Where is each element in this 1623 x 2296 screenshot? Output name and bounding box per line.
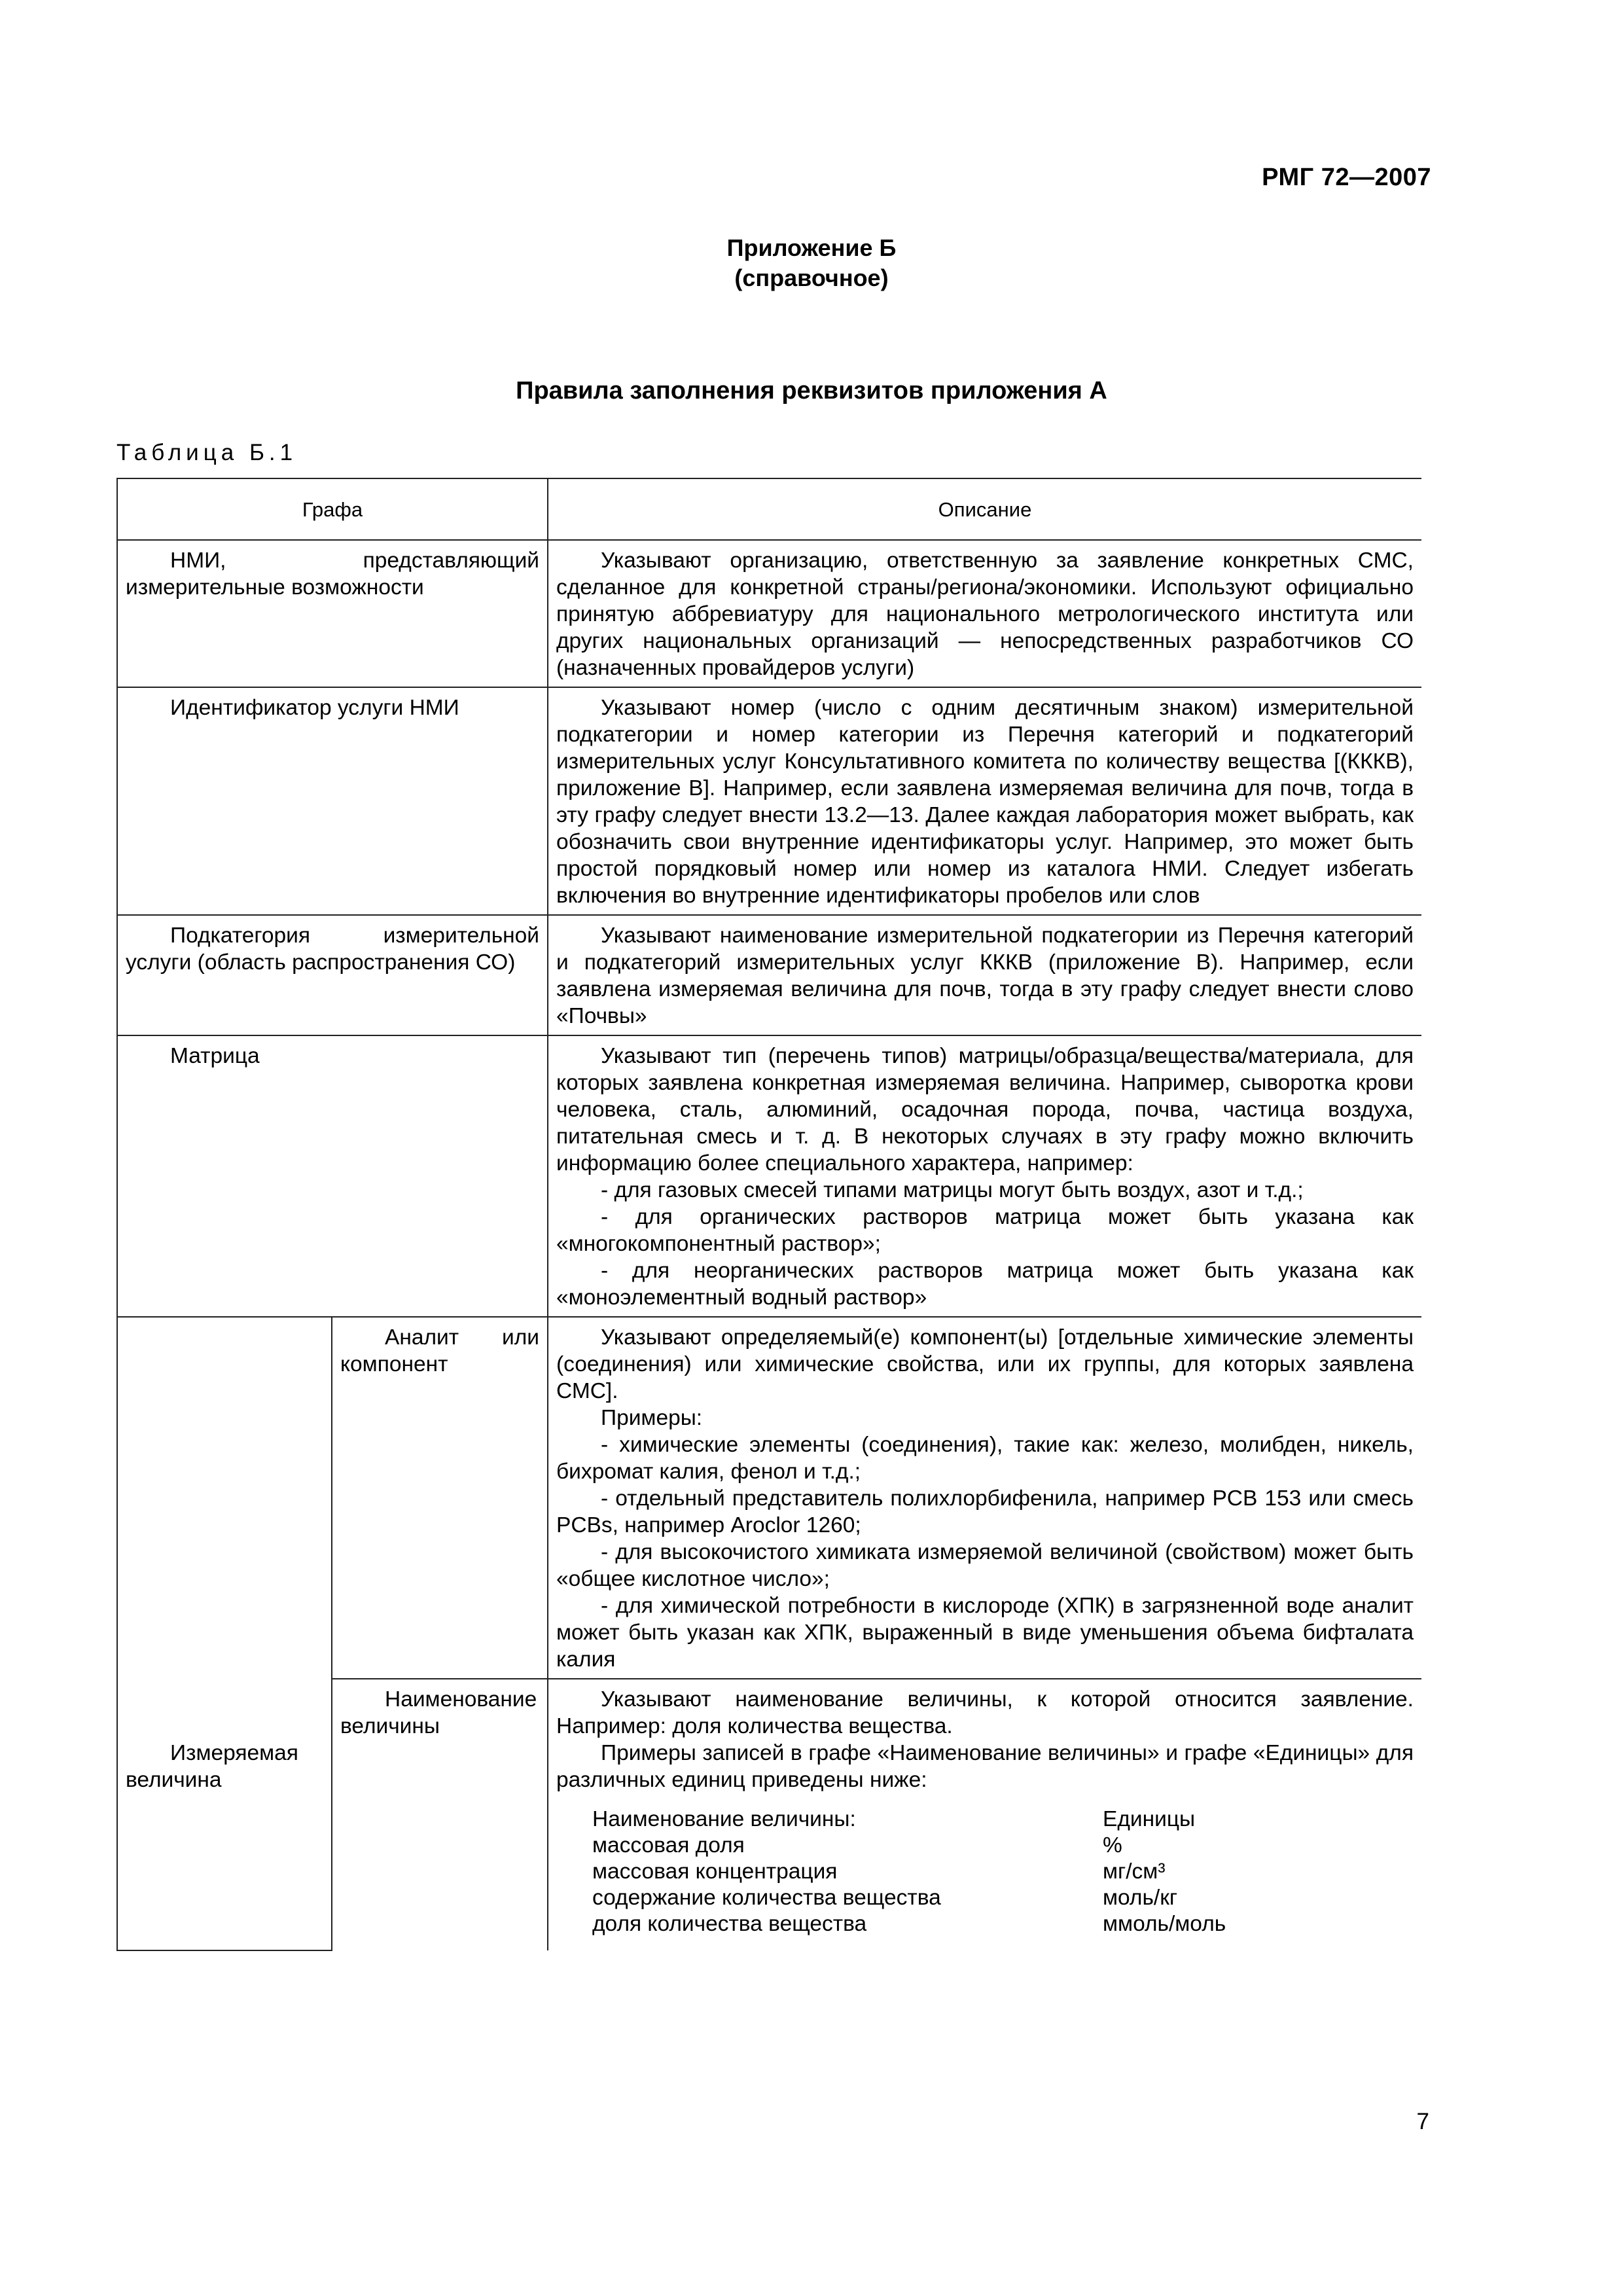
page-number: 7 <box>1416 2109 1429 2134</box>
list-item: - отдельный представитель полихлорбифенила, например PCB 153 или смесь PCBs, например Aroclor 1260; <box>556 1486 1414 1537</box>
measurand-label-text: Измеряемая величина <box>126 1741 298 1792</box>
analyte-description <box>548 1317 1421 1679</box>
unit-quantity: доля количества вещества <box>592 1912 867 1936</box>
row-description: Указывают номер (число с одним десятичным знаком) измерительной подкатегории и номер категории из Перечня категорий и подкатегорий измерительных услуг Консультативного комитета по количеству вещества [(КККВ), приложение В]. Например, если заявлена измеряемая величина для почв, тогда в эту графу следует внести 13.2—13. Далее каждая лаборатория может выбрать, как обозначить свои внутренние идентификаторы услуг. Например, это может быть простой порядковый номер или номер из каталога НМИ. Следует избегать включения во внутренние идентификаторы пробелов или слов <box>548 687 1421 915</box>
section-title: Правила заполнения реквизитов приложения А <box>516 377 1107 404</box>
unit-quantity: массовая доля <box>592 1833 745 1857</box>
appendix-subtitle: (справочное) <box>734 264 889 291</box>
unit-value: % <box>1103 1833 1122 1857</box>
units-header-row <box>592 1806 1260 1833</box>
list-item: - для газовых смесей типами матрицы могут быть воздух, азот и т.д.; <box>601 1178 1304 1202</box>
table-row <box>117 687 1421 915</box>
description-text: Указывают тип (перечень типов) матрицы/образца/вещества/материала, для которых заявлена конкретная измеряемая величина. Например, сыворотка крови человека, сталь, алюминий, осадочная порода, почва, частица воздуха, питательная смесь и т. д. В некоторых случаях в эту графу можно включить информацию более специального характера, например: <box>556 1044 1414 1175</box>
units-row <box>592 1833 1260 1859</box>
units-row <box>592 1885 1260 1911</box>
row-label: Матрица <box>117 1035 548 1317</box>
unit-quantity: содержание количества вещества <box>592 1886 941 1910</box>
unit-value: моль/кг <box>1103 1886 1178 1910</box>
units-row <box>592 1859 1260 1885</box>
unit-quantity: массовая концентрация <box>592 1859 838 1884</box>
table-row <box>117 1035 1421 1317</box>
row-label: Подкатегория измерительной услуги (область распространения СО) <box>117 915 548 1035</box>
header-description: Описание <box>548 478 1421 540</box>
header-column: Графа <box>117 478 548 540</box>
appendix-heading <box>0 233 1623 293</box>
table-row <box>117 915 1421 1035</box>
row-label: НМИ, представляющий измерительные возможности <box>117 540 548 687</box>
list-item: - для химической потребности в кислороде (ХПК) в загрязненной воде аналит может быть указан как ХПК, выраженный в виде уменьшения объема бифталата калия <box>556 1594 1414 1672</box>
list-item: - для высокочистого химиката измеряемой величиной (свойством) может быть «общее кислотное число»; <box>556 1540 1414 1591</box>
table-header-row <box>117 478 1421 540</box>
row-description: Указывают организацию, ответственную за заявление конкретных СМС, сделанное для конкретной страны/региона/экономики. Используют официально принятую аббревиатуру для национального метрологического института или других национальных организаций — непосредственных разработчиков СО (назначенных провайдеров услуги) <box>548 540 1421 687</box>
rules-table-container <box>116 478 1421 2066</box>
list-item: - для органических растворов матрица может быть указана как «многокомпонентный раствор»; <box>556 1205 1414 1256</box>
rules-table <box>116 478 1421 1951</box>
row-description <box>548 1035 1421 1317</box>
appendix-title: Приложение Б <box>726 234 897 261</box>
units-header-unit: Единицы <box>1103 1807 1196 1831</box>
table-row <box>117 540 1421 687</box>
unit-value: мг/см³ <box>1103 1859 1166 1884</box>
table-row <box>117 1317 1421 1679</box>
description-text: Указывают определяемый(е) компонент(ы) [отдельные химические элементы (соединения) или химические свойства, или их группы, для которых заявлена СМС]. <box>556 1325 1414 1403</box>
quantity-name-description <box>548 1679 1421 1950</box>
analyte-label: Аналит или компонент <box>332 1317 548 1679</box>
units-row <box>592 1911 1260 1937</box>
row-label: Идентификатор услуги НМИ <box>117 687 548 915</box>
measurand-label <box>117 1317 332 1950</box>
examples-intro: Примеры записей в графе «Наименование величины» и графе «Единицы» для различных единиц приведены ниже: <box>556 1741 1414 1792</box>
description-text: Указывают наименование величины, к которой относится заявление. Например: доля количества вещества. <box>556 1687 1414 1738</box>
units-header-name: Наименование величины: <box>592 1807 856 1831</box>
list-item: - химические элементы (соединения), такие как: железо, молибден, никель, бихромат калия, фенол и т.д.; <box>556 1433 1414 1484</box>
unit-value: ммоль/моль <box>1103 1912 1226 1936</box>
list-item: - для неорганических растворов матрица может быть указана как «моноэлементный водный раствор» <box>556 1259 1414 1310</box>
document-code: РМГ 72—2007 <box>1262 164 1431 191</box>
quantity-name-label: Наименование величины <box>332 1679 548 1950</box>
examples-heading: Примеры: <box>601 1406 703 1430</box>
row-description: Указывают наименование измерительной подкатегории из Перечня категорий и подкатегорий измерительных услуг КККВ (приложение В). Например, если заявлена измеряемая величина для почв, тогда в эту графу следует внести слово «Почвы» <box>548 915 1421 1035</box>
table-caption: Таблица Б.1 <box>116 440 298 465</box>
units-table <box>592 1806 1260 1937</box>
